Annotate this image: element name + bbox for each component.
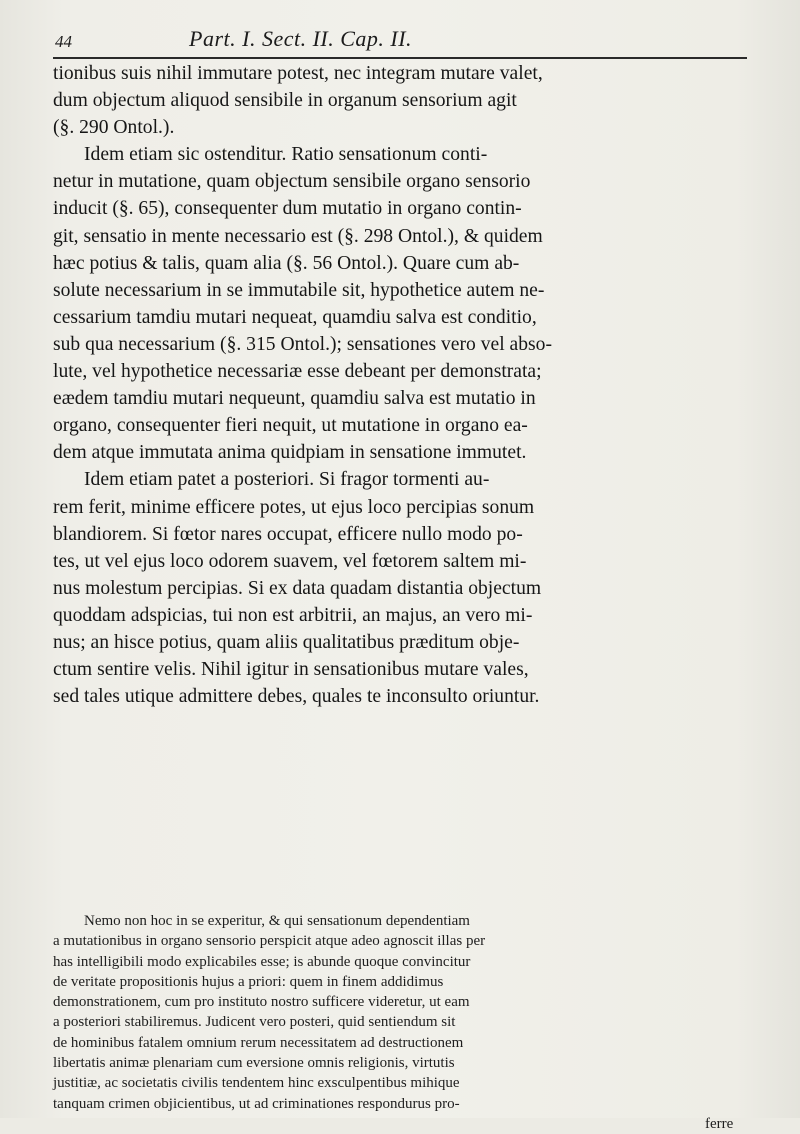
text-line: dem atque immutata anima quidpiam in sensatione immutet. [53,442,527,464]
note-line: a mutationibus in organo sensorio perspicit atque adeo agnoscit illas per [53,933,486,950]
text-line: Idem etiam patet a posteriori. Si fragor tormenti au- [84,469,490,491]
page-number: 44 [55,32,72,51]
text-line: inducit (§. 65), consequenter dum mutatio in organo contin- [53,198,522,220]
note-line: de veritate propositionis hujus a priori: quem in finem addidimus [53,973,444,990]
text-line: ctum sentire velis. Nihil igitur in sensationibus mutare vales, [53,659,529,681]
note-line: justitiæ, ac societatis civilis tendentem hinc exsculpentibus mihique [53,1075,460,1092]
text-line: (§. 290 Ontol.). [53,117,175,139]
text-line: git, sensatio in mente necessario est (§. 298 Ontol.), & quidem [53,225,543,247]
text-line: dum objectum aliquod sensibile in organum sensorium agit [53,90,517,112]
text-line: sub qua necessarium (§. 315 Ontol.); sensationes vero vel abso- [53,333,552,355]
note-line: tanquam crimen objicientibus, ut ad criminationes respondurus pro- [53,1095,460,1112]
text-line: cessarium tamdiu mutari nequeat, quamdiu salva est conditio, [53,306,537,328]
header-rule [53,57,747,59]
text-line: solute necessarium in se immutabile sit, hypothetice autem ne- [53,279,545,301]
note-line: has intelligibili modo explicabiles esse; is abunde quoque convincitur [53,953,471,970]
text-line: tionibus suis nihil immutare potest, nec integram mutare valet, [53,63,543,84]
text-line: Idem etiam sic ostenditur. Ratio sensationum conti- [84,144,488,166]
note-line: demonstrationem, cum pro instituto nostro sufficere videretur, ut eam [53,994,470,1011]
text-line: hæc potius & talis, quam alia (§. 56 Ontol.). Quare cum ab- [53,252,520,274]
note-line: a posteriori stabiliremus. Judicent vero posteri, quid sentiendum sit [53,1014,456,1031]
text-line: quoddam adspicias, tui non est arbitrii, an majus, an vero mi- [53,604,533,626]
text-line: eædem tamdiu mutari nequeunt, quamdiu salva est mutatio in [53,388,536,410]
text-line: netur in mutatione, quam objectum sensibile organo sensorio [53,171,531,193]
text-line: lute, vel hypothetice necessariæ esse debeant per demonstrata; [53,361,542,383]
text-line: nus molestum percipias. Si ex data quadam distantia objectum [53,577,542,599]
note-line: de hominibus fatalem omnium rerum necessitatem ad destructionem [53,1034,464,1051]
text-line: tes, ut vel ejus loco odorem suavem, vel fœtorem saltem mi- [53,550,527,572]
note-line: ferre [705,1115,734,1132]
note-line: libertatis animæ plenariam cum eversione omnis religionis, virtutis [53,1055,455,1072]
text-line: blandiorem. Si fœtor nares occupat, efficere nullo modo po- [53,523,523,545]
main-text [53,60,753,710]
text-line: nus; an hisce potius, quam aliis qualitatibus præditum obje- [53,631,520,653]
running-head: Part. I. Sect. II. Cap. II. [189,26,413,51]
text-line: rem ferit, minime efficere potes, ut ejus loco percipias sonum [53,496,535,518]
text-line: organo, consequenter fieri nequit, ut mutatione in organo ea- [53,415,528,437]
page-header [53,26,753,60]
note-text [53,911,753,1134]
text-line: sed tales utique admittere debes, quales te inconsulto oriuntur. [53,686,540,708]
note-line: Nemo non hoc in se experitur, & qui sensationum dependentiam [84,913,470,929]
